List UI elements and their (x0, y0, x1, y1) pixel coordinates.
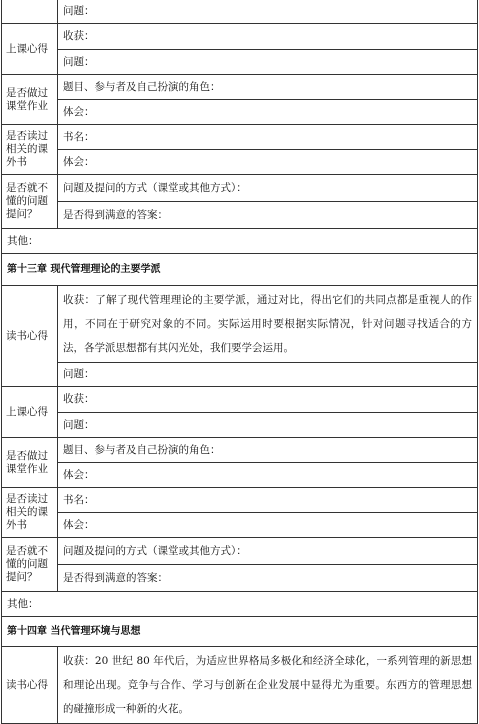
table-row (2, 0, 478, 24)
harvest-cell: 收获： (58, 387, 478, 413)
table-row (2, 565, 478, 592)
reading-harvest-cell: 收获：了解了现代管理理论的主要学派，通过对比，得出它们的共同点都是重视人的作用，不同在于研究对象的不同。实际运用时要根据实际情况，针对问题寻找适合的方法，各学派思想都有其闪光处，我们要学会运用。 (58, 286, 478, 363)
homework-label: 是否做过课堂作业 (2, 75, 58, 125)
class-notes-label: 上课心得 (2, 24, 58, 75)
homework-feel-cell: 体会： (58, 100, 478, 125)
table-row (2, 617, 478, 647)
homework-label: 是否做过课堂作业 (2, 438, 58, 488)
book-name-cell: 书名： (58, 125, 478, 150)
table-row (2, 229, 478, 254)
table-row (2, 647, 478, 724)
table-row (2, 286, 478, 363)
table-row (2, 387, 478, 413)
table-row (2, 463, 478, 488)
class-notes-label: 上课心得 (2, 387, 58, 438)
question-cell: 问题： (58, 413, 478, 438)
table-row (2, 50, 478, 75)
harvest-cell: 收获： (58, 24, 478, 50)
study-notes-table (1, 0, 478, 724)
table-row (2, 24, 478, 50)
other-cell: 其他： (2, 592, 478, 617)
reading-notes-label: 读书心得 (2, 647, 58, 724)
ask-answer-cell: 是否得到满意的答案： (58, 202, 478, 229)
table-row (2, 592, 478, 617)
homework-role-cell: 题目、参与者及自己扮演的角色： (58, 438, 478, 463)
table-row (2, 488, 478, 513)
ask-answer-cell: 是否得到满意的答案： (58, 565, 478, 592)
question-cell: 问题： (58, 0, 478, 24)
table-row (2, 254, 478, 286)
book-feel-cell: 体会： (58, 513, 478, 538)
reading-harvest-cell: 收获：20 世纪 80 年代后，为适应世界格局多极化和经济全球化，一系列管理的新思想和理论出现。竞争与合作、学习与创新在企业发展中显得尤为重要。东西方的管理思想的碰撞形成一种新的火花。 (58, 647, 478, 724)
table-row (2, 125, 478, 150)
reading-notes-label: 读书心得 (2, 286, 58, 387)
table-row (2, 75, 478, 100)
extra-book-label: 是否读过相关的课外书 (2, 125, 58, 175)
table-row (2, 100, 478, 125)
table-row (2, 363, 478, 387)
homework-role-cell: 题目、参与者及自己扮演的角色： (58, 75, 478, 100)
chapter-title: 第十三章 现代管理理论的主要学派 (2, 254, 478, 286)
ask-method-cell: 问题及提问的方式（课堂或其他方式）： (58, 175, 478, 202)
table-row (2, 538, 478, 565)
table-row (2, 438, 478, 463)
table-row (2, 513, 478, 538)
ask-method-cell: 问题及提问的方式（课堂或其他方式）： (58, 538, 478, 565)
homework-feel-cell: 体会： (58, 463, 478, 488)
book-feel-cell: 体会： (58, 150, 478, 175)
table-row (2, 175, 478, 202)
question-cell: 问题： (58, 50, 478, 75)
extra-book-label: 是否读过相关的课外书 (2, 488, 58, 538)
book-name-cell: 书名： (58, 488, 478, 513)
table-row (2, 413, 478, 438)
ask-question-label: 是否就不懂的问题提问？ (2, 175, 58, 229)
empty-cell (2, 0, 58, 24)
other-cell: 其他： (2, 229, 478, 254)
ask-question-label: 是否就不懂的问题提问？ (2, 538, 58, 592)
chapter-title: 第十四章 当代管理环境与思想 (2, 617, 478, 647)
table-row (2, 150, 478, 175)
question-cell: 问题： (58, 363, 478, 387)
table-row (2, 202, 478, 229)
